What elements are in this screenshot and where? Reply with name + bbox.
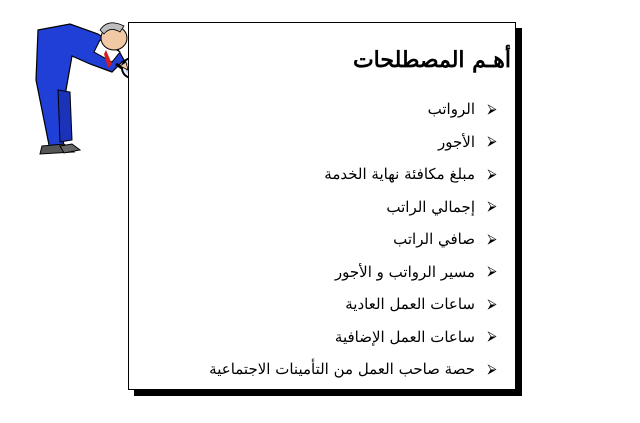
list-item-label: ساعات العمل العادية <box>345 295 475 314</box>
arrow-check-bullet-icon: ⮚ <box>487 296 497 312</box>
list-item-label: صافي الراتب <box>393 230 475 249</box>
list-item <box>209 126 501 159</box>
list-item <box>209 288 501 321</box>
arrow-check-bullet-icon: ⮚ <box>487 101 497 117</box>
arrow-check-bullet-icon: ⮚ <box>487 264 497 280</box>
list-item-label: الرواتب <box>427 100 475 119</box>
list-item-label: ساعات العمل الإضافية <box>334 327 475 346</box>
list-item-label: مسير الرواتب و الأجور <box>334 262 475 281</box>
list-item-label: حصة صاحب العمل من التأمينات الاجتماعية <box>209 360 475 379</box>
list-item-label: مبلغ مكافئة نهاية الخدمة <box>324 165 475 184</box>
list-item <box>209 93 501 126</box>
arrow-check-bullet-icon: ⮚ <box>487 166 497 182</box>
list-item <box>209 321 501 354</box>
list-item <box>209 223 501 256</box>
arrow-check-bullet-icon: ⮚ <box>487 199 497 215</box>
arrow-check-bullet-icon: ⮚ <box>487 134 497 150</box>
list-item <box>209 353 501 386</box>
arrow-check-bullet-icon: ⮚ <box>487 231 497 247</box>
terms-list <box>209 93 501 386</box>
list-item-label: الأجور <box>438 132 475 151</box>
list-item <box>209 191 501 224</box>
terms-card <box>128 22 516 390</box>
list-item-label: إجمالي الراتب <box>386 197 475 216</box>
list-item <box>209 158 501 191</box>
card-title: أهـم المصطلحات <box>352 47 511 73</box>
arrow-check-bullet-icon: ⮚ <box>487 361 497 377</box>
list-item <box>209 256 501 289</box>
arrow-check-bullet-icon: ⮚ <box>487 329 497 345</box>
